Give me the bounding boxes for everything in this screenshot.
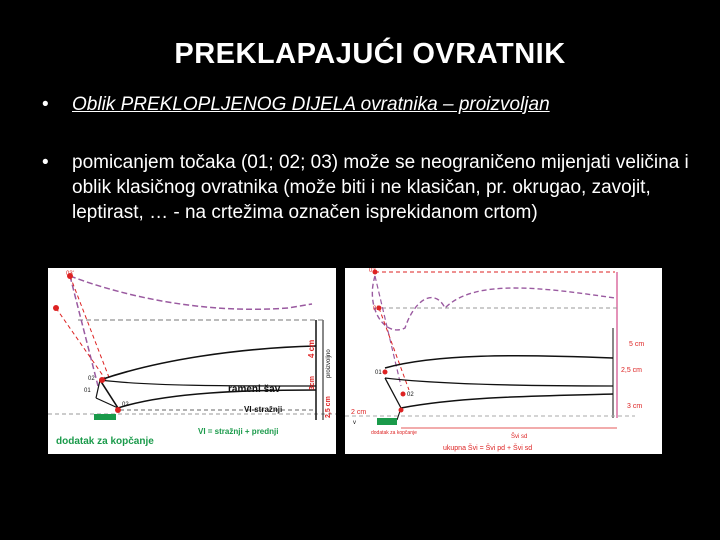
v-label: v — [353, 420, 356, 426]
point-label: 03 — [369, 268, 376, 274]
cm3-label: 3cm — [309, 375, 316, 390]
point-label: 01 — [375, 370, 382, 376]
point-label: 02 — [407, 392, 414, 398]
collar-draft-left-svg — [48, 268, 336, 454]
bullet-marker: • — [42, 94, 49, 115]
slide-title: PREKLAPAJUĆI OVRATNIK — [174, 38, 566, 70]
cm25-label: 2,5 cm — [621, 367, 643, 374]
cm25-label: 2,5 cm — [325, 396, 332, 418]
dodatak-label: dodatak za kopčanje — [56, 436, 154, 447]
point-label: 03' — [66, 271, 74, 277]
cm4-label: 4 cm — [307, 339, 316, 358]
proizvoljno-label: proizvoljno — [326, 349, 332, 378]
bullet-marker: • — [42, 152, 49, 173]
point-label: 02 — [88, 376, 95, 382]
collar-draft-right — [345, 268, 662, 454]
collar-draft-left — [48, 268, 336, 454]
dodatak-label: dodatak za kopčanje — [371, 430, 417, 436]
point-label: 02 — [122, 402, 129, 408]
point-label: 01 — [84, 388, 91, 394]
point-label: 02 — [373, 306, 380, 312]
cm5-label: 5 cm — [629, 341, 645, 348]
vi-sum-label: VI = stražnji + prednji — [198, 427, 279, 436]
cm2-label: 2 cm — [351, 409, 367, 416]
bullet-text: pomicanjem točaka (01; 02; 03) može se neograničeno mijenjati veličina i oblik klasičnog ovratnika (može biti i ne klasičan, pr. okrugao, zavojit, leptirast, … - na crtežima označen isprekidanom crtom) — [72, 152, 689, 223]
svi-sd-label: Švi sd — [511, 434, 528, 440]
rameni-sav-label: rameni šav — [228, 384, 281, 395]
vi-straznji-label: VI-stražnji — [244, 405, 283, 414]
cm3-label: 3 cm — [627, 403, 643, 410]
collar-draft-right-svg — [345, 268, 662, 454]
ukupna-label: ukupna Švi = Švi pd + Švi sd — [443, 445, 533, 452]
bullet-text: Oblik PREKLOPLJENOG DIJELA ovratnika – proizvoljan — [72, 94, 550, 115]
